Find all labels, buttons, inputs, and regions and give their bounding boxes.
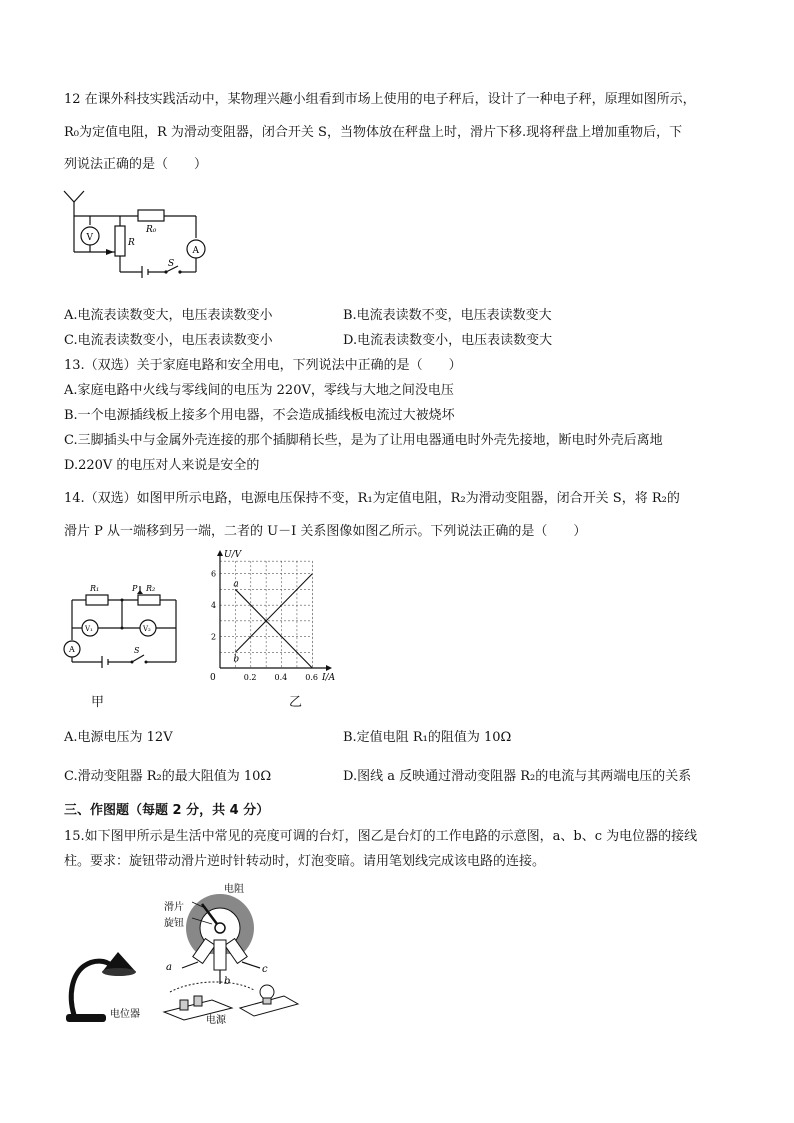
y-tick-label: 4	[211, 601, 217, 611]
graph-ylabel: U/V	[224, 550, 242, 560]
x-tick-label: 0.4	[274, 673, 288, 682]
q14-option-b: B.定值电阻 R₁的阻值为 10Ω	[343, 730, 512, 745]
q15-power-source-label: 电源	[206, 1015, 226, 1026]
series-line-b	[235, 574, 312, 653]
q14-switch-label: S	[134, 646, 140, 655]
q14-option-c: C.滑动变阻器 R₂的最大阻值为 10Ω	[64, 769, 272, 784]
graph-origin-label: 0	[210, 673, 216, 683]
graph-grid	[220, 561, 312, 668]
q12-line2: R₀为定值电阻，R 为滑动变阻器，闭合开关 S，当物体放在秤盘上时，滑片下移.现将秤盘上增加重物后，下	[64, 125, 683, 140]
q12-option-b: B.电流表读数不变，电压表读数变大	[343, 308, 552, 323]
bulb-board-icon	[240, 985, 298, 1016]
q14-caption-yi: 乙	[289, 695, 303, 710]
x-tick-label: 0.6	[305, 673, 319, 682]
q12-r0-label: R₀	[146, 225, 157, 235]
q14-option-d: D.图线 a 反映通过滑动变阻器 R₂的电流与其两端电压的关系	[343, 769, 692, 784]
q12-option-c: C.电流表读数变小，电压表读数变小	[64, 333, 273, 348]
q14-v2-label: V₂	[143, 625, 151, 633]
q12-line1: 12 在课外科技实践活动中，某物理兴趣小组看到市场上使用的电子秤后，设计了一种电子秤，原理如图所示，	[64, 92, 696, 107]
q15-resistor-label: 电阻	[224, 884, 244, 895]
y-tick-label: 2	[211, 632, 217, 642]
q12-switch-label: S	[168, 259, 175, 269]
q14-r1-label: R₁	[90, 584, 100, 593]
q14-line1: 14.（双选）如图甲所示电路，电源电压保持不变，R₁为定值电阻，R₂为滑动变阻器，闭合开关 S，将 R₂的	[64, 491, 680, 506]
q15-slider-label: 滑片	[164, 902, 184, 913]
q14-caption-jia: 甲	[91, 695, 105, 710]
q14-option-a: A.电源电压为 12V	[64, 730, 173, 745]
q15-terminal-c-label: c	[262, 964, 268, 975]
q12-option-d: D.电流表读数变小，电压表读数变大	[343, 333, 553, 348]
q15-potentiometer-label: 电位器	[110, 1009, 140, 1020]
q13-option-b: B.一个电源插线板上接多个用电器，不会造成插线板电流过大被烧坏	[64, 408, 455, 423]
series-label-a: a	[233, 579, 239, 590]
q12-circuit-diagram	[62, 186, 212, 288]
q14-ammeter-label: A	[69, 645, 75, 654]
q15-lamp-circuit-figure	[62, 880, 312, 1030]
graph-xlabel: I/A	[322, 673, 336, 683]
q14-circuit-jia	[62, 578, 184, 670]
q13-option-d: D.220V 的电压对人来说是安全的	[64, 458, 260, 473]
q13-stem: 13.（双选）关于家庭电路和安全用电，下列说法中正确的是（ ）	[64, 358, 462, 373]
q14-r2-label: R₂	[146, 584, 156, 593]
q15-terminal-b-label: b	[224, 976, 231, 987]
q14-p-label: P	[132, 584, 138, 593]
y-tick-label: 6	[211, 569, 217, 579]
q14-line2: 滑片 P 从一端移到另一端，二者的 U－I 关系图像如图乙所示。下列说法正确的是（ ）	[64, 524, 587, 539]
q15-knob-label: 旋钮	[164, 918, 184, 929]
potentiometer-icon	[182, 894, 260, 984]
series-label-b: b	[233, 654, 240, 665]
q12-voltmeter-label: V	[86, 233, 93, 243]
q12-r-label: R	[128, 238, 135, 248]
q14-ui-graph	[200, 548, 350, 688]
q15-line2: 柱。要求：旋钮带动滑片逆时针转动时，灯泡变暗。请用笔划线完成该电路的连接。	[64, 854, 546, 869]
q13-option-c: C.三脚插头中与金属外壳连接的那个插脚稍长些，是为了让用电器通电时外壳先接地，断电时外壳后离地	[64, 433, 663, 448]
x-tick-label: 0.2	[243, 673, 257, 682]
q12-option-a: A.电流表读数变大，电压表读数变小	[64, 308, 273, 323]
series-line-a	[235, 589, 312, 668]
q15-terminal-a-label: a	[166, 962, 172, 973]
q15-line1: 15.如下图甲所示是生活中常见的亮度可调的台灯，图乙是台灯的工作电路的示意图，a、b、c 为电位器的接线	[64, 829, 698, 844]
q12-ammeter-label: A	[192, 246, 199, 256]
q12-line3: 列说法正确的是（ ）	[64, 157, 208, 172]
q13-option-a: A.家庭电路中火线与零线间的电压为 220V，零线与大地之间没电压	[64, 383, 454, 398]
q14-v1-label: V₁	[85, 625, 93, 633]
y-axis-arrow	[217, 550, 223, 556]
section-3-title: 三、作图题（每题 2 分，共 4 分）	[64, 803, 270, 818]
x-axis-arrow	[326, 665, 332, 671]
